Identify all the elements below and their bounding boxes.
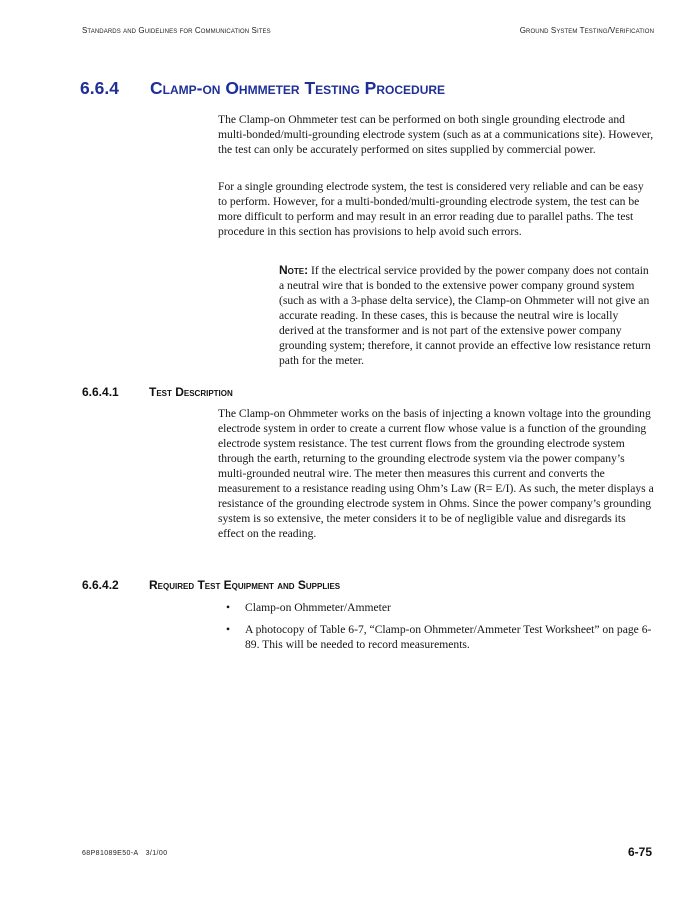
footer-doc-id: 68P81089E50-A: [82, 850, 139, 857]
running-header-right: Ground System Testing/Verification: [519, 26, 654, 35]
list-item: [218, 622, 654, 652]
subsection-number: 6.6.4.1: [82, 385, 119, 399]
bullet-icon: •: [226, 601, 231, 614]
footer-doc-info: [82, 850, 168, 857]
subsection-heading-equipment: [82, 578, 340, 592]
note-text: If the electrical service provided by the power company does not contain a neutral wire that is bonded to the extensive power company ground system (such as with a 3-phase delta service), the Clamp-on Ohmmeter will not give an accurate reading. In these cases, this is because the neutral wire is locally derived at the transformer and is not part of the extensive power company grounding system; therefore, it cannot provide an effective low resistance return path for the meter.: [279, 264, 651, 367]
footer-date: 3/1/00: [145, 850, 168, 857]
subsection-heading-test-description: [82, 385, 233, 399]
equipment-list: [218, 600, 654, 659]
page-number: 6-75: [627, 845, 652, 859]
note-block: [279, 263, 654, 368]
list-item-text: Clamp-on Ohmmeter/Ammeter: [245, 601, 391, 614]
note-label: Note:: [279, 263, 309, 277]
section-number: 6.6.4: [80, 78, 119, 98]
subsection-title: Test Description: [149, 385, 233, 399]
running-header-left: Standards and Guidelines for Communication Sites: [82, 26, 271, 35]
intro-paragraph-2: For a single grounding electrode system, the test is considered very reliable and can be easy to perform. However, for a multi-bonded/multi-grounding electrode system, the test can be more difficult to perform and may result in an error reading due to parallel paths. The test procedure in this section has provisions to help avoid such errors.: [218, 180, 644, 238]
intro-paragraph-1: The Clamp-on Ohmmeter test can be performed on both single grounding electrode and multi-bonded/multi-grounding electrode system (such as at a communications site). However, the test can only be accurately performed on sites supplied by commercial power.: [218, 113, 654, 156]
list-item-text: A photocopy of Table 6-7, “Clamp-on Ohmmeter/Ammeter Test Worksheet” on page 6-89. This will be needed to record measurements.: [245, 623, 652, 651]
list-item: [218, 600, 654, 615]
subsection-number: 6.6.4.2: [82, 578, 119, 592]
subsection-title: Required Test Equipment and Supplies: [149, 578, 341, 592]
section-heading: [80, 78, 670, 99]
bullet-icon: •: [226, 623, 231, 636]
section-title: Clamp-on Ohmmeter Testing Procedure: [150, 78, 446, 98]
test-description-paragraph: The Clamp-on Ohmmeter works on the basis of injecting a known voltage into the grounding electrode system in order to create a current flow whose value is a function of the grounding electrode system resistance. The test current flows from the grounding electrode system through the earth, returning to the grounding electrode system via the power company’s multi-grounded neutral wire. The meter then measures this current and converts the measurement to a resistance reading using Ohm’s Law (R= E/I). As such, the meter displays a resistance of the grounding electrode system in Ohms. Since the power company’s grounding system is so extensive, the meter considers it to be of negligible value and disregards its effect on the reading.: [218, 407, 654, 540]
